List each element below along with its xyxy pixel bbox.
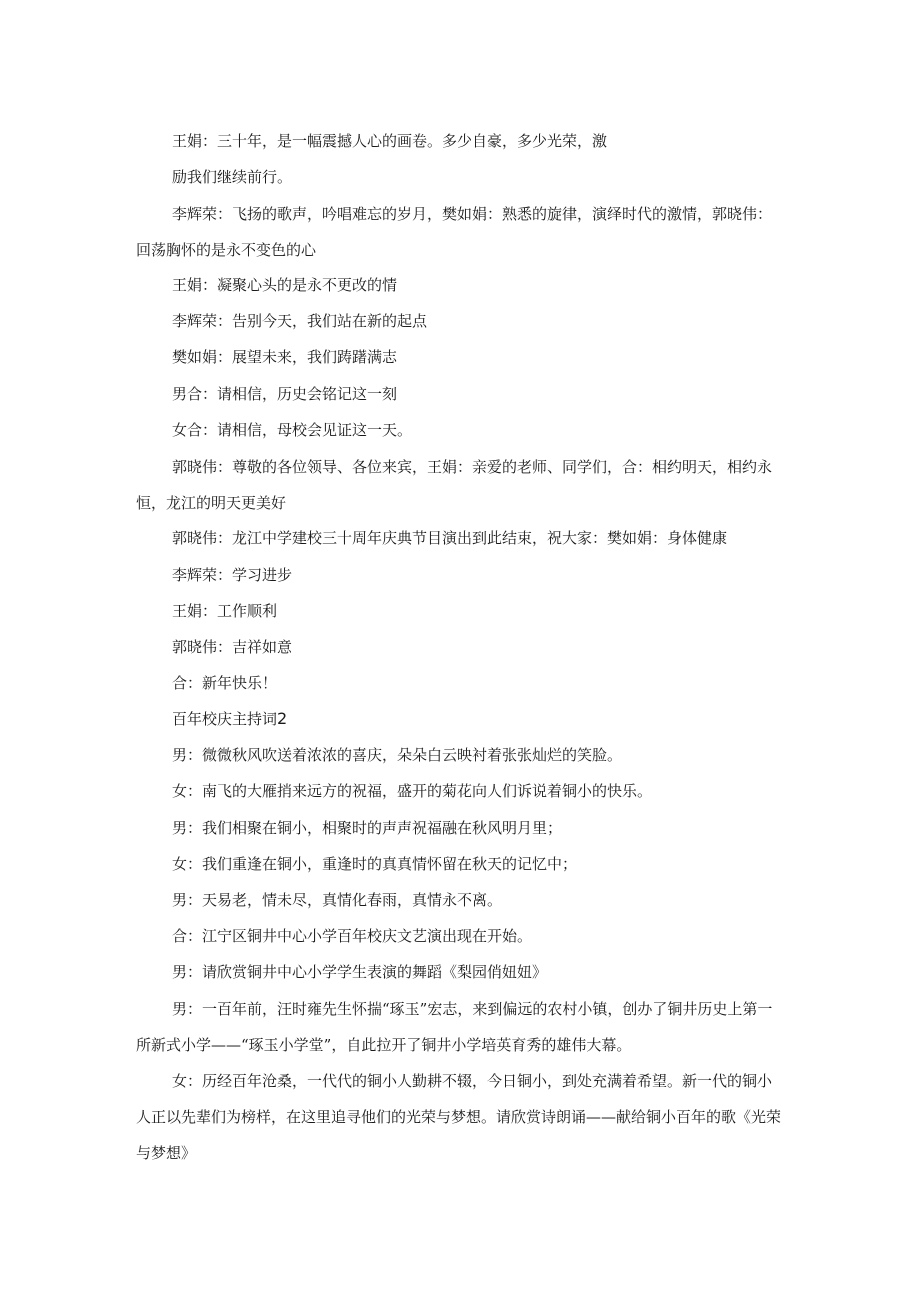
paragraph-6: 樊如娟：展望未来，我们踌躇满志: [172, 348, 398, 366]
paragraph-18: 男：我们相聚在铜小，相聚时的声声祝福融在秋风明月里；: [172, 819, 563, 837]
paragraph-10: 郭晓伟：龙江中学建校三十周年庆典节目演出到此结束，祝大家：樊如娟：身体健康: [172, 529, 728, 547]
paragraph-21: 合：江宁区铜井中心小学百年校庆文艺演出现在开始。: [172, 927, 533, 945]
paragraph-14: 合：新年快乐！: [172, 674, 278, 692]
paragraph-19: 女：我们重逢在铜小，重逢时的真真情怀留在秋天的记忆中；: [172, 855, 578, 873]
paragraph-8: 女合：请相信，母校会见证这一天。: [172, 421, 413, 439]
section-heading: [172, 701, 822, 737]
paragraph-7: 男合：请相信，历史会铭记这一刻: [172, 385, 398, 403]
paragraph-3: 李辉荣：飞扬的歌声，吟唱难忘的岁月，樊如娟：熟悉的旋律，演绎时代的激情，郭晓伟：回荡胸怀的是永不变色的心: [136, 205, 773, 259]
paragraph-1: 王娟：三十年，是一幅震撼人心的画卷。多少自豪，多少光荣，激: [172, 132, 608, 150]
paragraph-17: 女：南飞的大雁捎来远方的祝福，盛开的菊花向人们诉说着铜小的快乐。: [172, 782, 653, 800]
paragraph-11: 李辉荣：学习进步: [172, 566, 293, 584]
section-heading-text: 百年校庆主持词: [172, 710, 278, 728]
paragraph-5: 李辉荣：告别今天，我们站在新的起点: [172, 312, 428, 330]
paragraph-16: 男：微微秋风吹送着浓浓的喜庆，朵朵白云映衬着张张灿烂的笑脸。: [172, 746, 623, 764]
paragraph-20: 男：天易老，情未尽，真情化春雨，真情永不离。: [172, 891, 503, 909]
paragraph-13: 郭晓伟：吉祥如意: [172, 638, 293, 656]
paragraph-2: 励我们继续前行。: [172, 168, 293, 186]
paragraph-24: 女：历经百年沧桑，一代代的铜小人勤耕不辍，今日铜小，到处充满着希望。新一代的铜小人正以先辈们为榜样，在这里追寻他们的光荣与梦想。请欣赏诗朗诵——献给铜小百年的歌《光荣与梦想》: [136, 1072, 782, 1162]
paragraph-23: 男：一百年前，汪时雍先生怀揣“琢玉”宏志，来到偏远的农村小镇，创办了铜井历史上第一所新式小学——“琢玉小学堂”，自此拉开了铜井小学培英育秀的雄伟大幕。: [136, 1000, 773, 1054]
paragraph-4: 王娟：凝聚心头的是永不更改的情: [172, 276, 398, 294]
paragraph-9: 郭晓伟：尊敬的各位领导、各位来宾，王娟：亲爱的老师、同学们，合：相约明天，相约永恒，龙江的明天更美好: [136, 458, 773, 512]
section-heading-number: 2: [277, 709, 288, 728]
paragraph-12: 王娟：工作顺利: [172, 602, 278, 620]
paragraph-22: 男：请欣赏铜井中心小学学生表演的舞蹈《梨园俏妞妞》: [172, 963, 548, 981]
